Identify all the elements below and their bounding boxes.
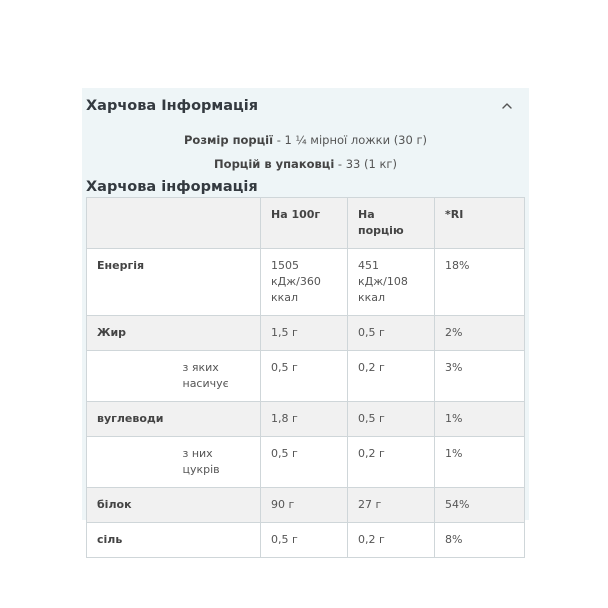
ri-value: 1%	[435, 437, 525, 488]
table-row	[87, 316, 525, 351]
nutrient-name: вуглеводи	[87, 402, 173, 437]
table-row	[87, 523, 525, 558]
per-serving-value: 451 кДж/108 ккал	[348, 249, 435, 316]
per-serving-value: 0,2 г	[348, 351, 435, 402]
nutrient-name: Енергія	[87, 249, 173, 316]
per-serving-value: 27 г	[348, 488, 435, 523]
table-row	[87, 249, 525, 316]
accordion-title: Харчова Інформація	[86, 98, 259, 114]
ri-value: 3%	[435, 351, 525, 402]
per-100g-value: 1,5 г	[261, 316, 348, 351]
servings-per-pack-label: Порцій в упаковці	[214, 157, 335, 171]
nutrient-subname	[173, 316, 261, 351]
table-row	[87, 351, 525, 402]
nutrient-subname	[173, 249, 261, 316]
accordion-header[interactable]	[82, 88, 529, 124]
table-row	[87, 488, 525, 523]
header-cell	[87, 198, 173, 249]
nutrient-name: Жир	[87, 316, 173, 351]
ri-value: 1%	[435, 402, 525, 437]
nutrient-subname: з них цукрів	[173, 437, 261, 488]
nutrient-name: білок	[87, 488, 173, 523]
per-serving-value: 0,5 г	[348, 402, 435, 437]
per-100g-value: 1505 кДж/360 ккал	[261, 249, 348, 316]
serving-size	[82, 133, 529, 147]
nutrient-name	[87, 437, 173, 488]
ri-value: 2%	[435, 316, 525, 351]
per-serving-value: 0,5 г	[348, 316, 435, 351]
header-cell	[173, 198, 261, 249]
header-cell: На 100г	[261, 198, 348, 249]
per-100g-value: 0,5 г	[261, 523, 348, 558]
nutrient-subname	[173, 523, 261, 558]
per-100g-value: 0,5 г	[261, 437, 348, 488]
nutrient-subname: з яких насичує	[173, 351, 261, 402]
nutrient-name	[87, 351, 173, 402]
nutrient-subname	[173, 402, 261, 437]
ri-value: 18%	[435, 249, 525, 316]
serving-size-label: Розмір порції	[183, 133, 274, 147]
nutrition-table	[86, 197, 525, 558]
chevron-up-icon[interactable]	[499, 98, 515, 114]
per-serving-value: 0,2 г	[348, 437, 435, 488]
header-cell: *RI	[435, 198, 525, 249]
per-100g-value: 0,5 г	[261, 351, 348, 402]
servings-per-pack	[82, 157, 529, 171]
per-100g-value: 90 г	[261, 488, 348, 523]
section-title: Харчова інформація	[86, 179, 258, 195]
per-100g-value: 1,8 г	[261, 402, 348, 437]
table-row	[87, 402, 525, 437]
per-serving-value: 0,2 г	[348, 523, 435, 558]
serving-size-value: - 1 ¼ мірної ложки (30 г)	[273, 133, 427, 147]
header-cell: На порцію	[348, 198, 435, 249]
table-row	[87, 437, 525, 488]
ri-value: 8%	[435, 523, 525, 558]
nutrient-subname	[173, 488, 261, 523]
table-header-row	[87, 198, 525, 249]
nutrient-name: сіль	[87, 523, 173, 558]
servings-per-pack-value: - 33 (1 кг)	[334, 157, 397, 171]
ri-value: 54%	[435, 488, 525, 523]
